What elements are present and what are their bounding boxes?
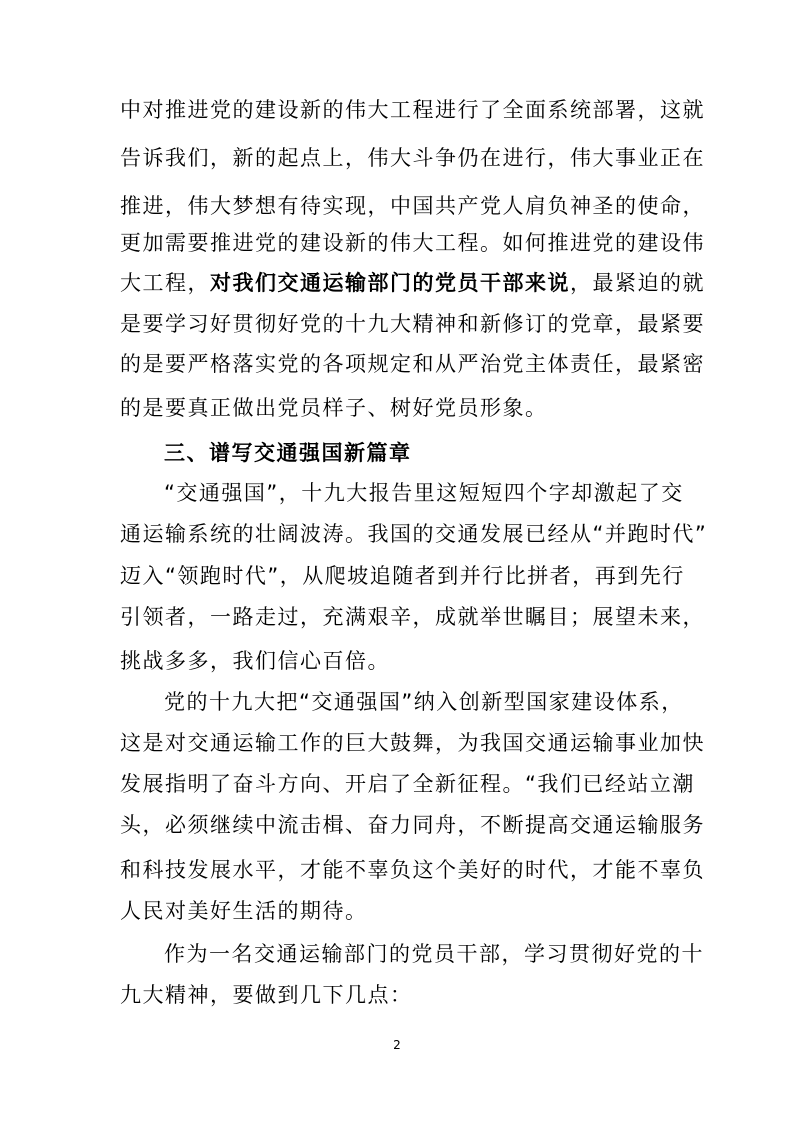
body-line-20 bbox=[120, 901, 680, 922]
text-segment: 的是要严格落实党的各项规定和从严治党主体责任，最紧密 bbox=[120, 352, 705, 376]
body-line-11 bbox=[120, 522, 708, 546]
text-segment: 挑战多多，我们信心百倍。 bbox=[120, 649, 390, 673]
text-segment: 作为一名交通运输部门的党员干部，学习贯彻好党的十 bbox=[164, 942, 704, 966]
text-segment: 人民对美好生活的期待。 bbox=[120, 899, 368, 923]
body-line-10 bbox=[164, 483, 724, 504]
text-segment: 告诉我们，新的起点上，伟大斗争仍在进行，伟大事业正在 bbox=[120, 146, 705, 170]
text-segment: 九大精神，要做到几下几点： bbox=[120, 983, 413, 1007]
section-heading bbox=[164, 443, 724, 464]
body-line-7 bbox=[120, 352, 705, 376]
body-line-22 bbox=[120, 985, 680, 1006]
body-line-19 bbox=[120, 858, 705, 882]
body-line-15 bbox=[164, 692, 724, 713]
body-line-12 bbox=[120, 564, 685, 588]
body-line-13 bbox=[120, 605, 705, 629]
body-line-21 bbox=[164, 944, 724, 965]
text-segment: 中对推进党的建设新的伟大工程进行了全面系统部署，这就 bbox=[120, 98, 705, 122]
text-segment: ，最紧迫的就 bbox=[570, 271, 705, 295]
page-number: 2 bbox=[393, 1038, 401, 1052]
text-segment: 迈入“领跑时代”，从爬坡追随者到并行比拼者，再到先行 bbox=[120, 564, 685, 588]
text-segment: 党的十九大把“交通强国”纳入创新型国家建设体系， bbox=[164, 690, 684, 714]
body-line-14 bbox=[120, 651, 680, 672]
text-segment: 推进，伟大梦想有待实现，中国共产党人肩负神圣的使命， bbox=[120, 194, 705, 218]
body-line-8 bbox=[120, 398, 680, 419]
text-segment: 这是对交通运输工作的巨大鼓舞，为我国交通运输事业加快 bbox=[120, 731, 705, 755]
body-line-5 bbox=[120, 271, 705, 295]
body-line-1 bbox=[120, 98, 705, 122]
body-line-6 bbox=[120, 312, 705, 336]
text-segment: 通运输系统的壮阔波涛。我国的交通发展已经从“并跑时代” bbox=[120, 522, 708, 546]
text-segment: “交通强国”，十九大报告里这短短四个字却激起了交 bbox=[164, 481, 684, 505]
body-line-3 bbox=[120, 194, 705, 218]
text-segment: 发展指明了奋斗方向、开启了全新征程。“我们已经站立潮 bbox=[120, 772, 695, 796]
heading-text: 三、谱写交通强国新篇章 bbox=[164, 441, 412, 465]
body-line-16 bbox=[120, 731, 705, 755]
text-segment: 是要学习好贯彻好党的十九大精神和新修订的党章，最紧要 bbox=[120, 312, 705, 336]
text-segment: 的是要真正做出党员样子、树好党员形象。 bbox=[120, 396, 548, 420]
text-segment: 引领者，一路走过，充满艰辛，成就举世瞩目；展望未来， bbox=[120, 605, 705, 629]
text-segment: 头，必须继续中流击楫、奋力同舟，不断提高交通运输服务 bbox=[120, 813, 705, 837]
body-line-4 bbox=[120, 231, 705, 255]
emphasis-text: 对我们交通运输部门的党员干部来说 bbox=[210, 271, 570, 295]
body-line-2 bbox=[120, 146, 705, 170]
text-segment: 和科技发展水平，才能不辜负这个美好的时代，才能不辜负 bbox=[120, 858, 705, 882]
body-line-17 bbox=[120, 772, 695, 796]
text-segment: 大工程， bbox=[120, 271, 210, 295]
body-line-18 bbox=[120, 813, 705, 837]
text-segment: 更加需要推进党的建设新的伟大工程。如何推进党的建设伟 bbox=[120, 231, 705, 255]
